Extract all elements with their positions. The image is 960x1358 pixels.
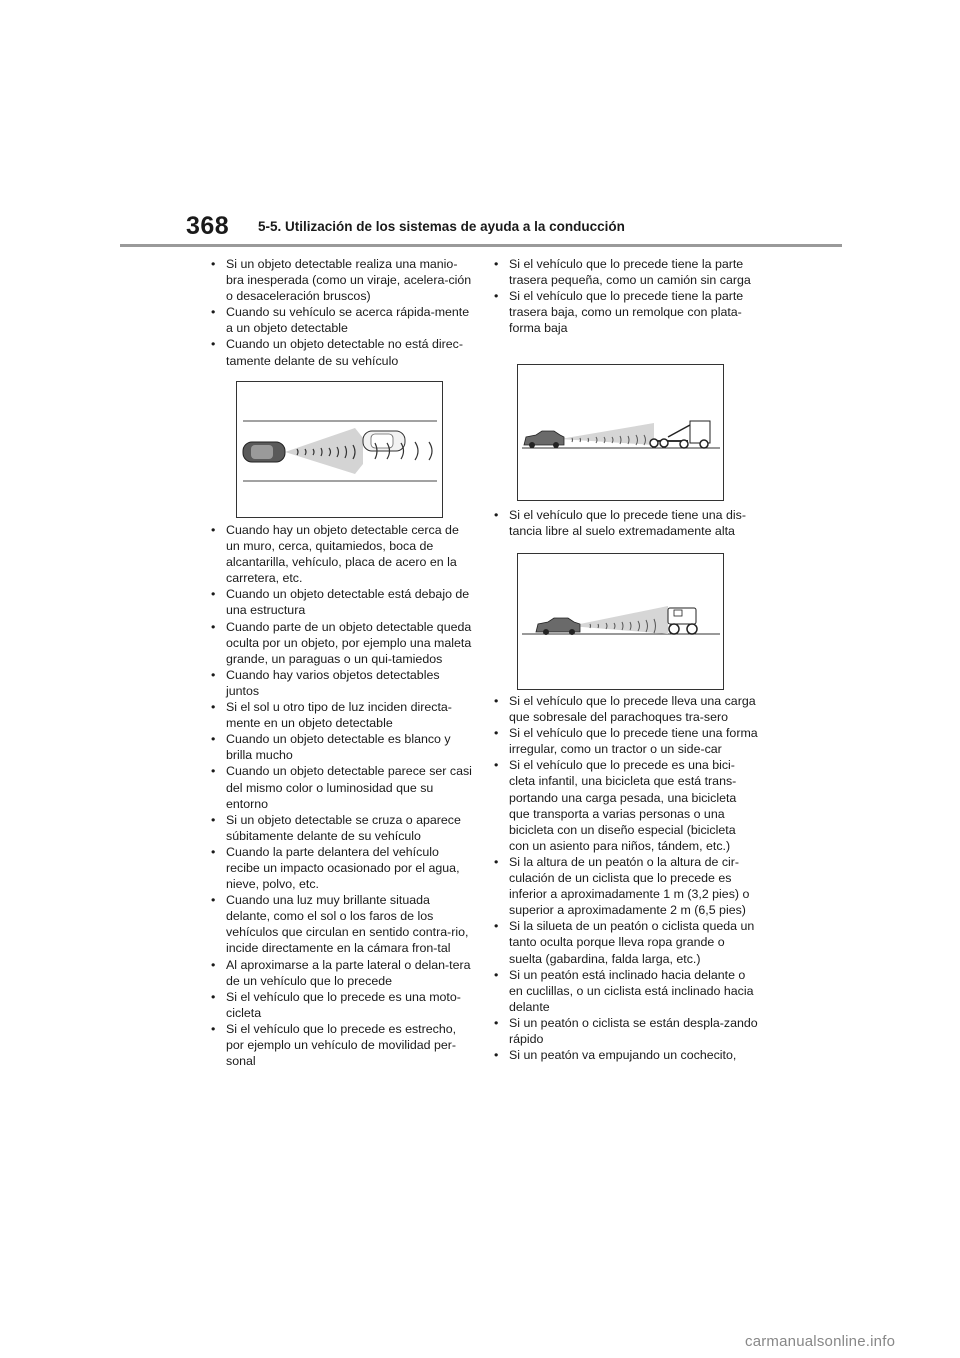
- figure-truck-trailer-illustration: [517, 364, 724, 501]
- right-bullet-list-a: [493, 256, 758, 336]
- bullet-item: • Si el vehículo que lo precede es una bici-cleta infantil, una bicicleta que está trans-portando una carga pesada, una bicicleta que transporta a varias personas o una bicicleta con un diseño especial (bicicleta con un asiento para niños, tándem, etc.): [493, 757, 758, 854]
- bullet-item: • Si el vehículo que lo precede lleva una carga que sobresale del parachoques tra-sero: [493, 693, 758, 725]
- bullet-item: • Cuando una luz muy brillante situada delante, como el sol o los faros de los vehículos que circulan en sentido contra-rio, incide directamente en la cámara fron-tal: [210, 892, 475, 956]
- figure-offset-vehicle-illustration: [236, 381, 443, 518]
- left-bullet-list-a: [210, 256, 475, 369]
- bullet-item: • Al aproximarse a la parte lateral o delan-tera de un vehículo que lo precede: [210, 957, 475, 989]
- own-car-icon: [524, 431, 564, 448]
- right-bullet-list-c: [493, 693, 758, 1063]
- bullet-item: • Si el vehículo que lo precede tiene una dis-tancia libre al suelo extremadamente alta: [493, 507, 758, 539]
- bullet-item: • Si el vehículo que lo precede es estrecho, por ejemplo un vehículo de movilidad per-sonal: [210, 1021, 475, 1069]
- bullet-item: • Si un objeto detectable realiza una manio-bra inesperada (como un viraje, acelera-ción o desaceleración bruscos): [210, 256, 475, 304]
- right-bullet-list-b: [493, 507, 758, 539]
- own-car-icon: [243, 442, 285, 462]
- high-clearance-vehicle-icon: [668, 608, 697, 634]
- trailer-truck-icon: [650, 421, 710, 448]
- page-number: 368: [186, 212, 230, 240]
- bullet-item: • Si el vehículo que lo precede tiene una forma irregular, como un tractor o un side-car: [493, 725, 758, 757]
- bullet-item: • Si un peatón va empujando un cochecito,: [493, 1047, 758, 1063]
- left-bullet-list-b: [210, 522, 475, 1069]
- bullet-item: • Si el vehículo que lo precede tiene la parte trasera pequeña, como un camión sin carga: [493, 256, 758, 288]
- bullet-item: • Cuando hay un objeto detectable cerca de un muro, cerca, quitamiedos, boca de alcantarilla, vehículo, placa de acero en la carretera, etc.: [210, 522, 475, 586]
- bullet-item: • Cuando su vehículo se acerca rápida-mente a un objeto detectable: [210, 304, 475, 336]
- own-car-icon: [536, 618, 580, 635]
- bullet-item: • Si el vehículo que lo precede tiene la parte trasera baja, como un remolque con plata-forma baja: [493, 288, 758, 336]
- bullet-item: • Si un peatón está inclinado hacia delante o en cuclillas, o un ciclista está inclinado hacia delante: [493, 967, 758, 1015]
- bullet-item: • Cuando un objeto detectable parece ser casi del mismo color o luminosidad que su entorno: [210, 763, 475, 811]
- bullet-item: • Cuando la parte delantera del vehículo recibe un impacto ocasionado por el agua, nieve, polvo, etc.: [210, 844, 475, 892]
- bullet-item: • Si un peatón o ciclista se están despla-zando rápido: [493, 1015, 758, 1047]
- bullet-item: • Si un objeto detectable se cruza o aparece súbitamente delante de su vehículo: [210, 812, 475, 844]
- bullet-item: • Cuando parte de un objeto detectable queda oculta por un objeto, por ejemplo una maleta grande, un paraguas o un qui-tamiedos: [210, 619, 475, 667]
- bullet-item: • Si el vehículo que lo precede es una moto-cicleta: [210, 989, 475, 1021]
- footer-watermark: carmanualsonline.info: [745, 1333, 896, 1350]
- bullet-item: • Cuando hay varios objetos detectables juntos: [210, 667, 475, 699]
- figure-high-clearance-vehicle-illustration: [517, 553, 724, 690]
- bullet-item: • Si la altura de un peatón o la altura de cir-culación de un ciclista que lo precede es inferior a aproximadamente 1 m (3,2 pies) o superior a aproximadamente 2 m (6,5 pies): [493, 854, 758, 918]
- bullet-item: • Si la silueta de un peatón o ciclista queda un tanto oculta porque lleva ropa grande o suelta (gabardina, falda larga, etc.): [493, 918, 758, 966]
- section-title: 5-5. Utilización de los sistemas de ayuda a la conducción: [258, 219, 625, 234]
- bullet-item: • Cuando un objeto detectable no está direc-tamente delante de su vehículo: [210, 336, 475, 368]
- bullet-item: • Cuando un objeto detectable está debajo de una estructura: [210, 586, 475, 618]
- bullet-item: • Si el sol u otro tipo de luz inciden directa-mente en un objeto detectable: [210, 699, 475, 731]
- header-rule: [120, 244, 842, 247]
- bullet-item: • Cuando un objeto detectable es blanco y brilla mucho: [210, 731, 475, 763]
- target-car-icon: [363, 431, 405, 451]
